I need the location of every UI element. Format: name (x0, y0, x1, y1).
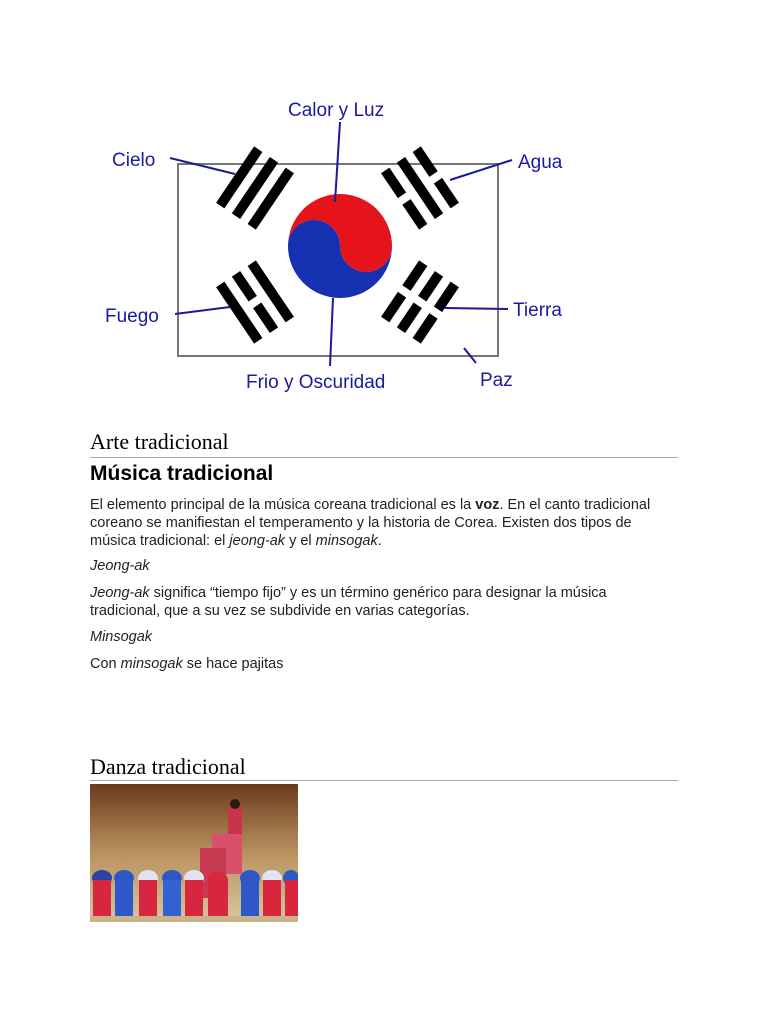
label-frio-y-oscuridad: Frio y Oscuridad (246, 372, 386, 393)
label-agua: Agua (518, 152, 563, 173)
heading-minsogak: Minsogak (90, 629, 153, 645)
label-calor-y-luz: Calor y Luz (288, 100, 385, 121)
label-tierra: Tierra (513, 300, 562, 321)
paragraph-jeong-ak: Jeong-ak significa “tiempo fijo” y es un término genérico para designar la música tradicional, que a su vez se subdivide en varias categorías. (90, 585, 607, 619)
paragraph-musica-intro: El elemento principal de la música coreana tradicional es la voz. En el canto tradicional coreano se manifiestan el temperamento y la historia de Corea. Existen dos tipos de música tradicional: el jeong-ak y el minsogak. (90, 497, 651, 549)
traditional-dance-photo (90, 784, 298, 922)
divider (90, 780, 678, 781)
label-paz: Paz (480, 370, 513, 391)
divider (90, 457, 678, 458)
paragraph-minsogak: Con minsogak se hace pajitas (90, 656, 284, 672)
heading-arte-tradicional: Arte tradicional (90, 429, 229, 454)
taeguk-circle (288, 194, 392, 298)
label-fuego: Fuego (105, 306, 159, 327)
taegukgi-diagram (90, 80, 610, 410)
heading-musica-tradicional: Música tradicional (90, 462, 274, 485)
label-cielo: Cielo (112, 150, 156, 171)
heading-danza-tradicional: Danza tradicional (90, 754, 246, 779)
heading-jeong-ak: Jeong-ak (90, 558, 150, 574)
